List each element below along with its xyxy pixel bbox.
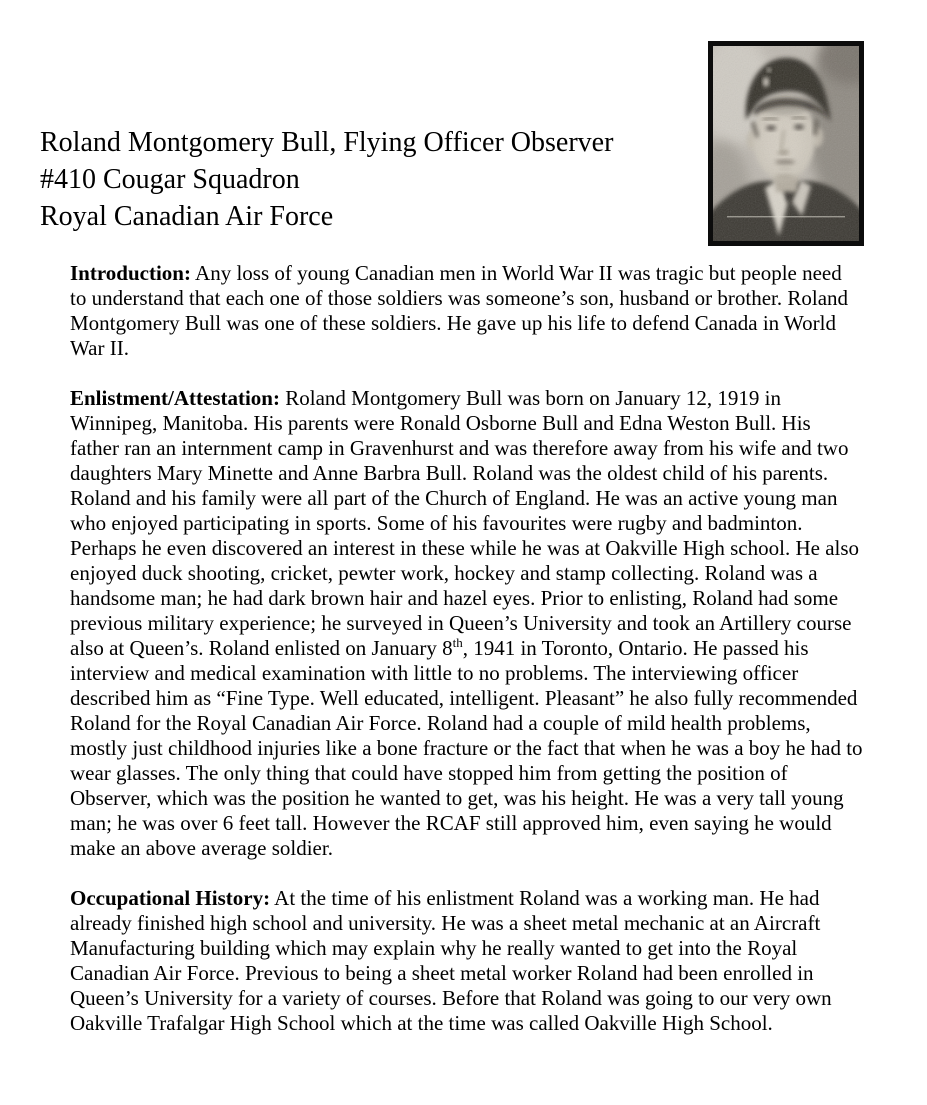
paragraph-occupational-history [70,886,863,1036]
portrait-photo [708,41,864,246]
section-text-introduction: Any loss of young Canadian men in World War II was tragic but people need to understand that each one of those soldiers was someone’s son, husband or brother. Roland Montgomery Bull was one of these soldiers. He gave up his life to defend Canada in World War II. [70,261,849,360]
paragraph-introduction [70,261,863,361]
title-line-squadron: #410 Cougar Squadron [40,164,300,195]
section-text-occupational: At the time of his enlistment Roland was a working man. He had already finished high school and university. He was a sheet metal mechanic at an Aircraft Manufacturing building which may explain why he really wanted to get into the Royal Canadian Air Force. Previous to being a sheet metal worker Roland had been enrolled in Queen’s University for a variety of courses. Before that Roland was going to our very own Oakville Trafalgar High School which at the time was called Oakville High School. [70,886,832,1035]
document-body [70,261,863,1061]
title-line-name-rank: Roland Montgomery Bull, Flying Officer Observer [40,127,614,158]
section-text-enlistment-part1: Roland Montgomery Bull was born on January 12, 1919 in Winnipeg, Manitoba. His parents were Ronald Osborne Bull and Edna Weston Bull. His father ran an internment camp in Gravenhurst and was therefore away from his wife and two daughters Mary Minette and Anne Barbra Bull. Roland was the oldest child of his parents. Roland and his family were all part of the Church of England. He was an active young man who enjoyed participating in sports. Some of his favourites were rugby and badminton. Perhaps he even discovered an interest in these while he was at Oakville High school. He also enjoyed duck shooting, cricket, pewter work, hockey and stamp collecting. Roland was a handsome man; he had dark brown hair and hazel eyes. Prior to enlisting, Roland had some previous military experience; he surveyed in Queen’s University and took an Artillery course also at Queen’s. Roland enlisted on January 8 [70,386,860,660]
section-label-introduction: Introduction: [70,261,191,285]
title-line-service: Royal Canadian Air Force [40,201,334,232]
section-label-occupational: Occupational History: [70,886,271,910]
section-label-enlistment: Enlistment/Attestation: [70,386,280,410]
portrait-photo-illustration [713,46,859,241]
page-title [40,124,613,235]
section-text-enlistment-part2: , 1941 in Toronto, Ontario. He passed his interview and medical examination with little to no problems. The interviewing officer described him as “Fine Type. Well educated, intelligent. Pleasant” he also fully recommended Roland for the Royal Canadian Air Force. Roland had a couple of mild health problems, mostly just childhood injuries like a bone fracture or the fact that when he was a boy he had to wear glasses. The only thing that could have stopped him from getting the position of Observer, which was the position he wanted to get, was his height. He was a very tall young man; he was over 6 feet tall. However the RCAF still approved him, even saying he would make an above average soldier. [70,636,863,860]
ordinal-superscript: th [452,635,463,650]
paragraph-enlistment-attestation [70,386,863,861]
